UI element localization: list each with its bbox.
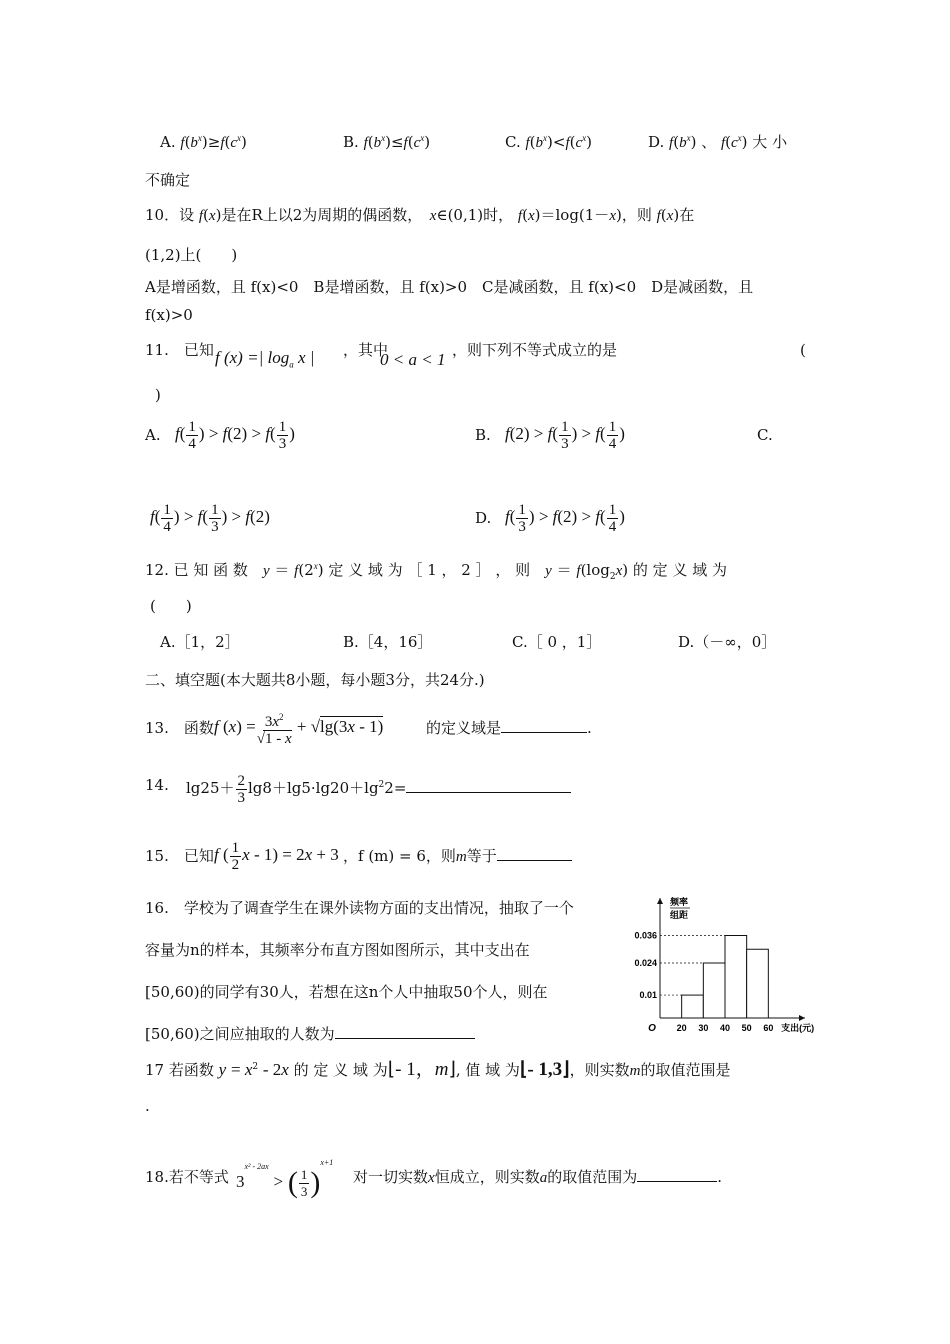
section-heading: 二、填空题(本大题共8小题，每小题3分，共24分.) — [145, 671, 485, 689]
q9-option-c: C. $f(b^x)<f(c^x)$ — [505, 133, 593, 151]
q12-option-a: A.［1，2］ — [160, 633, 240, 651]
x-axis-label: 支出(元) — [781, 1023, 815, 1033]
x-tick-label: 20 — [676, 1023, 687, 1033]
q11-option-b: f(2) > f( $\frac{1}{3}$ ) > f( $\frac{1}{4}$ ) — [505, 418, 625, 452]
q12-option-d: D.（－∞，0］ — [678, 633, 777, 651]
histogram-bar — [682, 995, 704, 1018]
frequency-histogram — [630, 893, 815, 1038]
y-tick-label: 0.024 — [634, 958, 657, 968]
q14-expression: lg25＋ $\frac{2}{3}$ $\lg 8+\lg 5\cdot\lg 20+\lg^22=$ — [186, 763, 571, 810]
q11-function: f (x) =| $\log_a x$ | — [215, 348, 315, 370]
q11-option-a-label: A. — [145, 426, 161, 444]
q18-label: 18.若不等式 — [145, 1168, 229, 1186]
q11-option-a: f( $\frac{1}{4}$ ) > f(2) > f( $\frac{1}{3}$ ) — [175, 418, 295, 452]
q11-option-c: f( $\frac{1}{4}$ ) > f( $\frac{1}{3}$ ) > f(2) — [150, 501, 270, 535]
q11-option-b-label: B. — [475, 426, 491, 444]
q11-where: ，其中 — [343, 341, 389, 359]
y-axis-arrow — [657, 898, 663, 904]
y-tick-label: 0.036 — [634, 930, 657, 941]
q12-paren: ( ) — [150, 597, 192, 615]
q15-answer-blank[interactable] — [497, 846, 572, 861]
q9-option-b: B. $f(b^x)\le f(c^x)$ — [343, 133, 431, 151]
q12-stem: 12. 已 知 函 数 $y = f(2^x)$ 定 义 域 为 ［ 1 ， 2 ］ ， 则 $y = f(\log_2x)$ 的 定 义 域 为 — [145, 561, 727, 582]
q13-label: 13. 函数 — [145, 719, 214, 737]
x-tick-label: 60 — [763, 1023, 774, 1033]
q11-option-c-label: C. — [757, 426, 773, 444]
q18-tail: 对一切实数x恒成立，则实数a的取值范围为 . — [353, 1168, 722, 1186]
q15-tail: ，f (m) = 6，则m等于 — [343, 846, 572, 867]
q16-line-1: 16. 学校为了调查学生在课外读物方面的支出情况，抽取了一个 — [145, 899, 574, 917]
x-axis-arrow — [799, 1015, 805, 1021]
q10-stem: 10．设 f(x)是在R上以2为周期的偶函数， x∈(0,1)时， f(x)＝log(1－x)，则 f(x)在 — [145, 206, 695, 224]
q13-answer-blank[interactable] — [501, 718, 587, 733]
q16-line-4: [50,60)之间应抽取的人数为 — [145, 1024, 475, 1044]
q11-ask: ，则下列不等式成立的是 — [452, 341, 618, 359]
q10-options: A是增函数，且 f(x)<0 B是增函数，且 f(x)>0 C是减函数，且 f(x)<0 D是减函数，且 — [145, 278, 754, 296]
x-tick-label: 50 — [741, 1023, 752, 1033]
q11-stem: 11. 已知 — [145, 341, 214, 359]
q13-function: f (x) = $\frac{3x^2}{√1 - x}$ + √lg(3x - 1) — [214, 702, 383, 752]
q14-label: 14. — [145, 776, 169, 794]
x-tick-label: 30 — [698, 1023, 709, 1033]
q18-inequality: $3^{x^2 - 2ax}$ > ( $\frac{1}{3}$ )$^{x+1}$ — [236, 1158, 334, 1199]
q11-option-d-label: D. — [475, 509, 492, 527]
q11-paren-open: ( — [800, 341, 806, 359]
q9-option-d-cont: 不确定 — [145, 171, 191, 189]
q15-label: 15. 已知 — [145, 847, 214, 865]
q17-dot: . — [145, 1097, 150, 1115]
q12-option-b: B.［4，16］ — [343, 633, 433, 651]
q11-condition: 0 < a < 1 — [380, 350, 446, 369]
q16-answer-blank[interactable] — [335, 1024, 475, 1039]
q10-options-cont: f(x)>0 — [145, 306, 193, 324]
y-tick-label: 0.01 — [639, 990, 657, 1001]
q11-paren-close: ) — [155, 386, 161, 404]
y-axis-label-bottom: 组距 — [670, 910, 689, 920]
y-axis-label-top: 频率 — [670, 897, 689, 907]
histogram-bar — [747, 949, 769, 1018]
x-tick-label: 40 — [719, 1023, 731, 1033]
q18-answer-blank[interactable] — [637, 1167, 717, 1182]
q15-function: f ( $\frac{1}{2}$ x - 1) = 2x + 3 — [214, 839, 339, 873]
q17-stem: 17 若函数 $y = x^2 - 2x$ 的 定 义 域 为⌊- 1，m⌋, 值 域 为⌊- 1,3⌋，则实数m的取值范围是 — [145, 1059, 731, 1080]
q9-option-d: D. $f(b^x)$ 、 $f(c^x)$ 大 小 — [648, 133, 788, 151]
histogram-bar — [725, 936, 747, 1019]
origin-label: O — [648, 1023, 656, 1034]
q14-answer-blank[interactable] — [406, 778, 571, 793]
q16-line-3: [50,60)的同学有30人，若想在这n个人中抽取50个人，则在 — [145, 983, 548, 1001]
histogram-bar — [703, 963, 725, 1018]
q10-stem-cont: (1,2)上( ) — [145, 246, 238, 264]
q11-option-d: f( $\frac{1}{3}$ ) > f(2) > f( $\frac{1}{4}$ ) — [505, 501, 625, 535]
q9-option-a: A. $f(b^x)\ge f(c^x)$ — [160, 133, 247, 151]
q16-line-2: 容量为n的样本，其频率分布直方图如图所示，其中支出在 — [145, 941, 530, 959]
q12-option-c: C.［ 0 ，1］ — [512, 633, 602, 651]
q13-tail: 的定义域是 . — [426, 719, 592, 737]
